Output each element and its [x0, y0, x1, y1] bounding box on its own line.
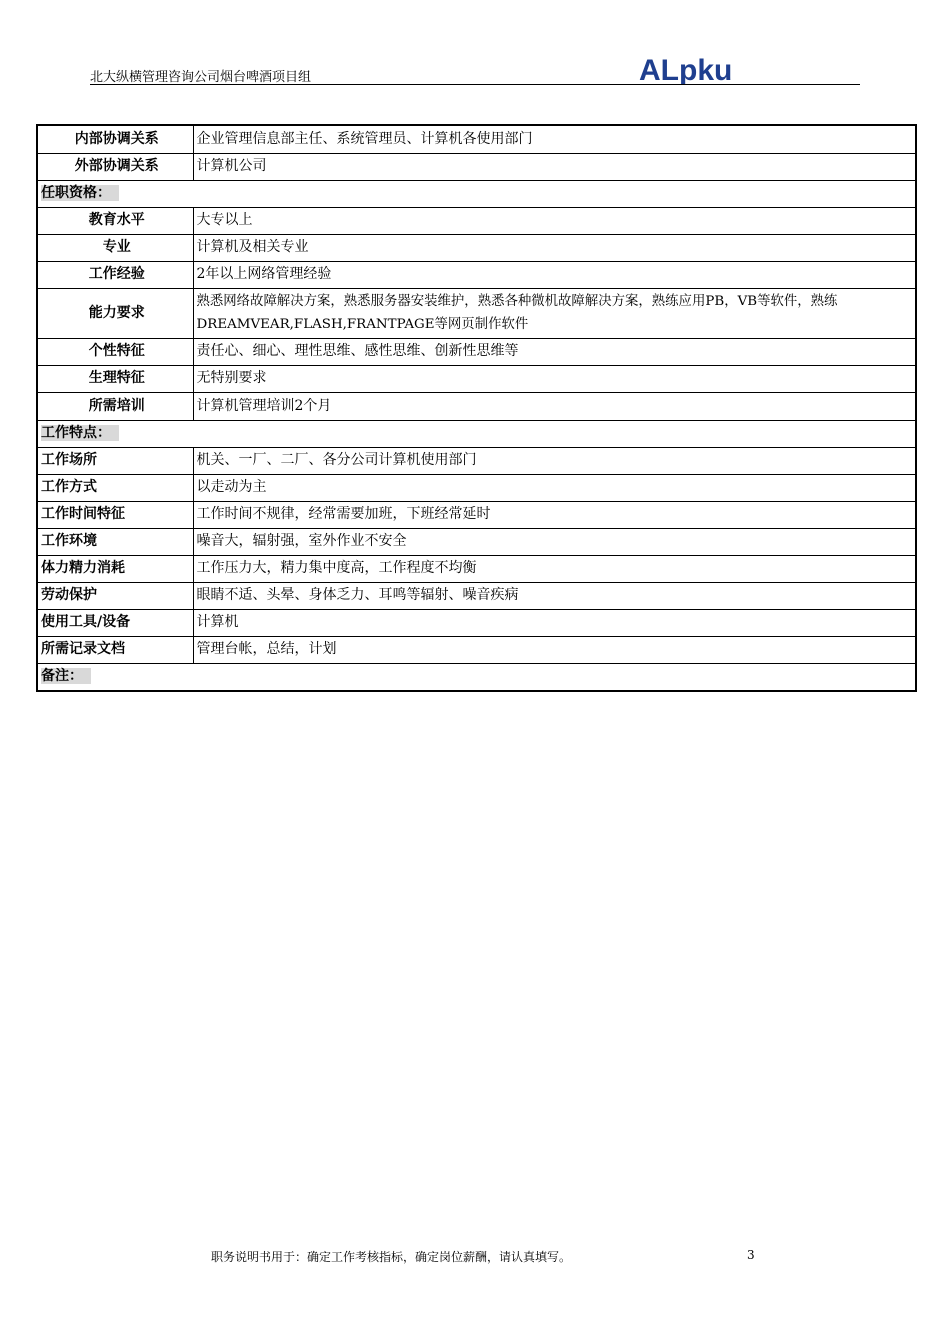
row-label: 工作场所 — [37, 447, 193, 474]
row-external-coordination — [37, 153, 916, 180]
section-features — [37, 420, 916, 447]
row-value: 无特别要求 — [193, 365, 916, 392]
row-personality — [37, 338, 916, 365]
row-tools — [37, 609, 916, 636]
row-label: 能力要求 — [37, 288, 193, 338]
row-internal-coordination — [37, 125, 916, 153]
row-label: 个性特征 — [37, 338, 193, 365]
section-title: 工作特点： — [41, 425, 119, 441]
row-value: 计算机公司 — [193, 153, 916, 180]
row-value: 熟悉网络故障解决方案，熟悉服务器安装维护，熟悉各种微机故障解决方案，熟练应用PB，VB等软件，熟练DREAMVEAR,FLASH,FRANTPAGE等网页制作软件 — [193, 288, 916, 338]
page-number: 3 — [747, 1248, 755, 1262]
row-label: 所需记录文档 — [37, 636, 193, 663]
row-label: 工作环境 — [37, 528, 193, 555]
row-value: 眼睛不适、头晕、身体乏力、耳鸣等辐射、噪音疾病 — [193, 582, 916, 609]
row-label: 工作经验 — [37, 261, 193, 288]
row-education — [37, 207, 916, 234]
row-major — [37, 234, 916, 261]
row-work-hours — [37, 501, 916, 528]
row-value: 管理台帐，总结，计划 — [193, 636, 916, 663]
row-label: 工作时间特征 — [37, 501, 193, 528]
alpku-logo — [639, 53, 751, 85]
row-labor-protection — [37, 582, 916, 609]
row-value: 以走动为主 — [193, 474, 916, 501]
row-label: 使用工具/设备 — [37, 609, 193, 636]
row-label: 所需培训 — [37, 392, 193, 420]
row-value: 计算机 — [193, 609, 916, 636]
row-value: 责任心、细心、理性思维、感性思维、创新性思维等 — [193, 338, 916, 365]
row-abilities — [37, 288, 916, 338]
row-energy — [37, 555, 916, 582]
section-title: 备注： — [41, 668, 91, 684]
row-value: 工作时间不规律，经常需要加班，下班经常延时 — [193, 501, 916, 528]
row-value: 工作压力大，精力集中度高，工作程度不均衡 — [193, 555, 916, 582]
logo-letters: ALpku — [639, 54, 733, 85]
row-label: 教育水平 — [37, 207, 193, 234]
row-value: 机关、一厂、二厂、各分公司计算机使用部门 — [193, 447, 916, 474]
row-work-mode — [37, 474, 916, 501]
row-training — [37, 392, 916, 420]
section-title: 任职资格： — [41, 185, 119, 201]
row-value: 2年以上网络管理经验 — [193, 261, 916, 288]
row-label: 工作方式 — [37, 474, 193, 501]
row-label: 体力精力消耗 — [37, 555, 193, 582]
row-label: 生理特征 — [37, 365, 193, 392]
row-documents — [37, 636, 916, 663]
row-value: 计算机管理培训2个月 — [193, 392, 916, 420]
row-value: 企业管理信息部主任、系统管理员、计算机各使用部门 — [193, 125, 916, 153]
row-label: 外部协调关系 — [37, 153, 193, 180]
row-label: 内部协调关系 — [37, 125, 193, 153]
header-org-name: 北大纵横管理咨询公司烟台啤酒项目组 — [90, 70, 312, 85]
row-value: 噪音大，辐射强，室外作业不安全 — [193, 528, 916, 555]
header-rule — [90, 84, 860, 85]
row-value: 计算机及相关专业 — [193, 234, 916, 261]
section-qualifications — [37, 180, 916, 207]
row-label: 专业 — [37, 234, 193, 261]
row-label: 劳动保护 — [37, 582, 193, 609]
row-environment — [37, 528, 916, 555]
row-experience — [37, 261, 916, 288]
row-physical — [37, 365, 916, 392]
row-value: 大专以上 — [193, 207, 916, 234]
row-workplace — [37, 447, 916, 474]
section-remarks — [37, 663, 916, 691]
job-description-table — [36, 124, 917, 692]
footer-note: 职务说明书用于：确定工作考核指标，确定岗位薪酬，请认真填写。 — [211, 1250, 572, 1264]
